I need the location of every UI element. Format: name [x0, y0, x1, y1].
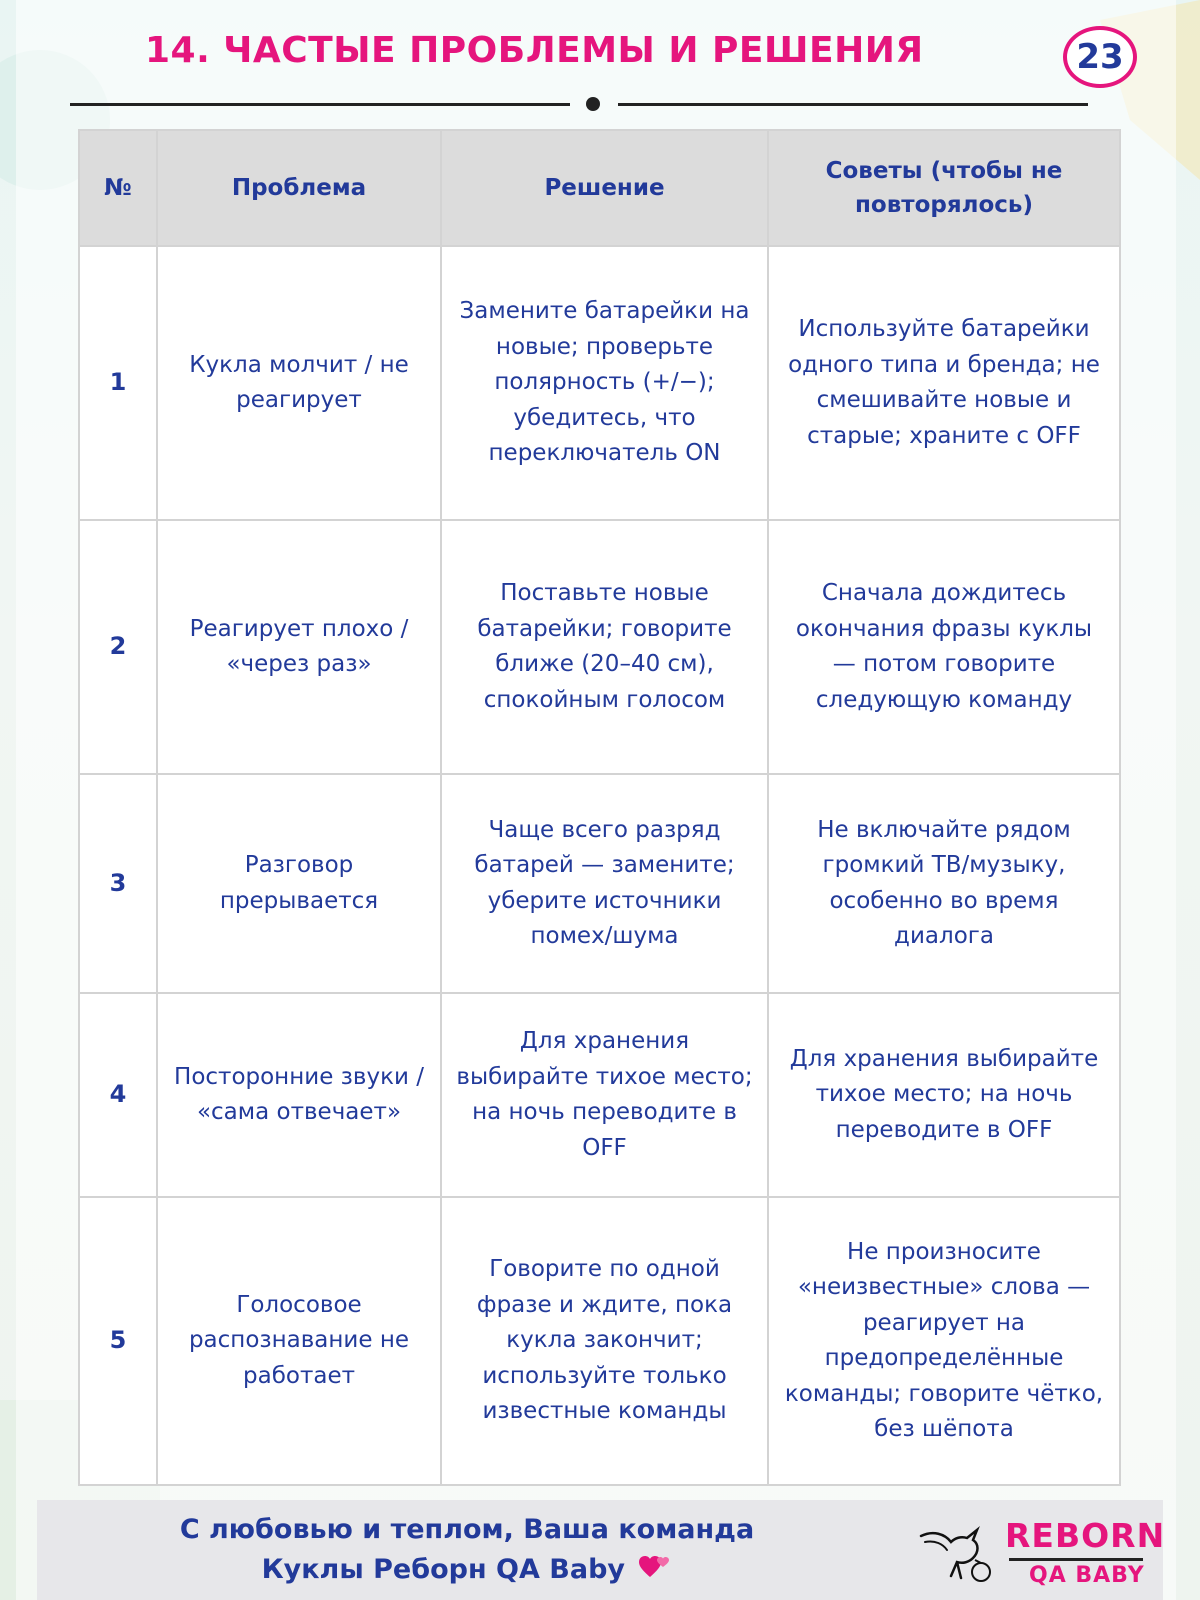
row-problem: Реагирует плохо / «через раз»: [157, 520, 441, 774]
divider-right: [618, 103, 1088, 106]
page-title: 14. ЧАСТЫЕ ПРОБЛЕМЫ И РЕШЕНИЯ: [145, 30, 924, 71]
row-number: 5: [79, 1197, 157, 1485]
logo-wordmark-bottom: QA BABY: [1029, 1563, 1145, 1588]
row-tips: Не включайте рядом громкий ТВ/музыку, особенно во время диалога: [768, 774, 1120, 993]
table-row: [79, 520, 1120, 774]
brand-logo: [887, 1504, 1166, 1596]
row-solution: Замените батарейки на новые; проверьте полярность (+/−); убедитесь, что переключатель ON: [441, 246, 768, 520]
row-tips: Используйте батарейки одного типа и бренда; не смешивайте новые и старые; храните с OFF: [768, 246, 1120, 520]
column-header-problem: Проблема: [157, 130, 441, 246]
table-header-row: [79, 130, 1120, 246]
table-row: [79, 246, 1120, 520]
footer-line-2-wrap: [147, 1550, 787, 1591]
row-solution: Для хранения выбирайте тихое место; на ночь переводите в OFF: [441, 993, 768, 1197]
logo-wordmark-top: REBORN: [1005, 1516, 1166, 1555]
row-number: 4: [79, 993, 157, 1197]
column-header-tips: Советы (чтобы не повторялось): [768, 130, 1120, 246]
footer-line-1: С любовью и теплом, Ваша команда: [179, 1514, 755, 1545]
problems-table: [78, 129, 1121, 1486]
footer: [37, 1500, 1166, 1600]
stork-icon: [917, 1516, 997, 1592]
row-problem: Посторонние звуки / «сама отвечает»: [157, 993, 441, 1197]
row-solution: Чаще всего разряд батарей — замените; уберите источники помех/шума: [441, 774, 768, 993]
column-header-number: №: [79, 130, 157, 246]
row-tips: Не произносите «неизвестные» слова — реагирует на предопределённые команды; говорите чётко, без шёпота: [768, 1197, 1120, 1485]
divider-dot: [586, 97, 600, 111]
column-header-solution: Решение: [441, 130, 768, 246]
row-number: 1: [79, 246, 157, 520]
row-number: 2: [79, 520, 157, 774]
hearts-icon: [638, 1551, 672, 1591]
row-tips: Сначала дождитесь окончания фразы куклы — потом говорите следующую команду: [768, 520, 1120, 774]
row-problem: Кукла молчит / не реагирует: [157, 246, 441, 520]
table-row: [79, 1197, 1120, 1485]
row-problem: Голосовое распознавание не работает: [157, 1197, 441, 1485]
row-solution: Говорите по одной фразе и ждите, пока кукла закончит; используйте только известные команды: [441, 1197, 768, 1485]
page-number-badge: 23: [1063, 26, 1137, 88]
divider-left: [70, 103, 570, 106]
table-row: [79, 993, 1120, 1197]
row-number: 3: [79, 774, 157, 993]
logo-divider: [1009, 1558, 1143, 1561]
row-problem: Разговор прерывается: [157, 774, 441, 993]
footer-signature: [147, 1510, 787, 1591]
row-tips: Для хранения выбирайте тихое место; на ночь переводите в OFF: [768, 993, 1120, 1197]
row-solution: Поставьте новые батарейки; говорите ближе (20–40 см), спокойным голосом: [441, 520, 768, 774]
table-row: [79, 774, 1120, 993]
footer-line-2: Куклы Реборн QA Baby: [261, 1554, 626, 1585]
